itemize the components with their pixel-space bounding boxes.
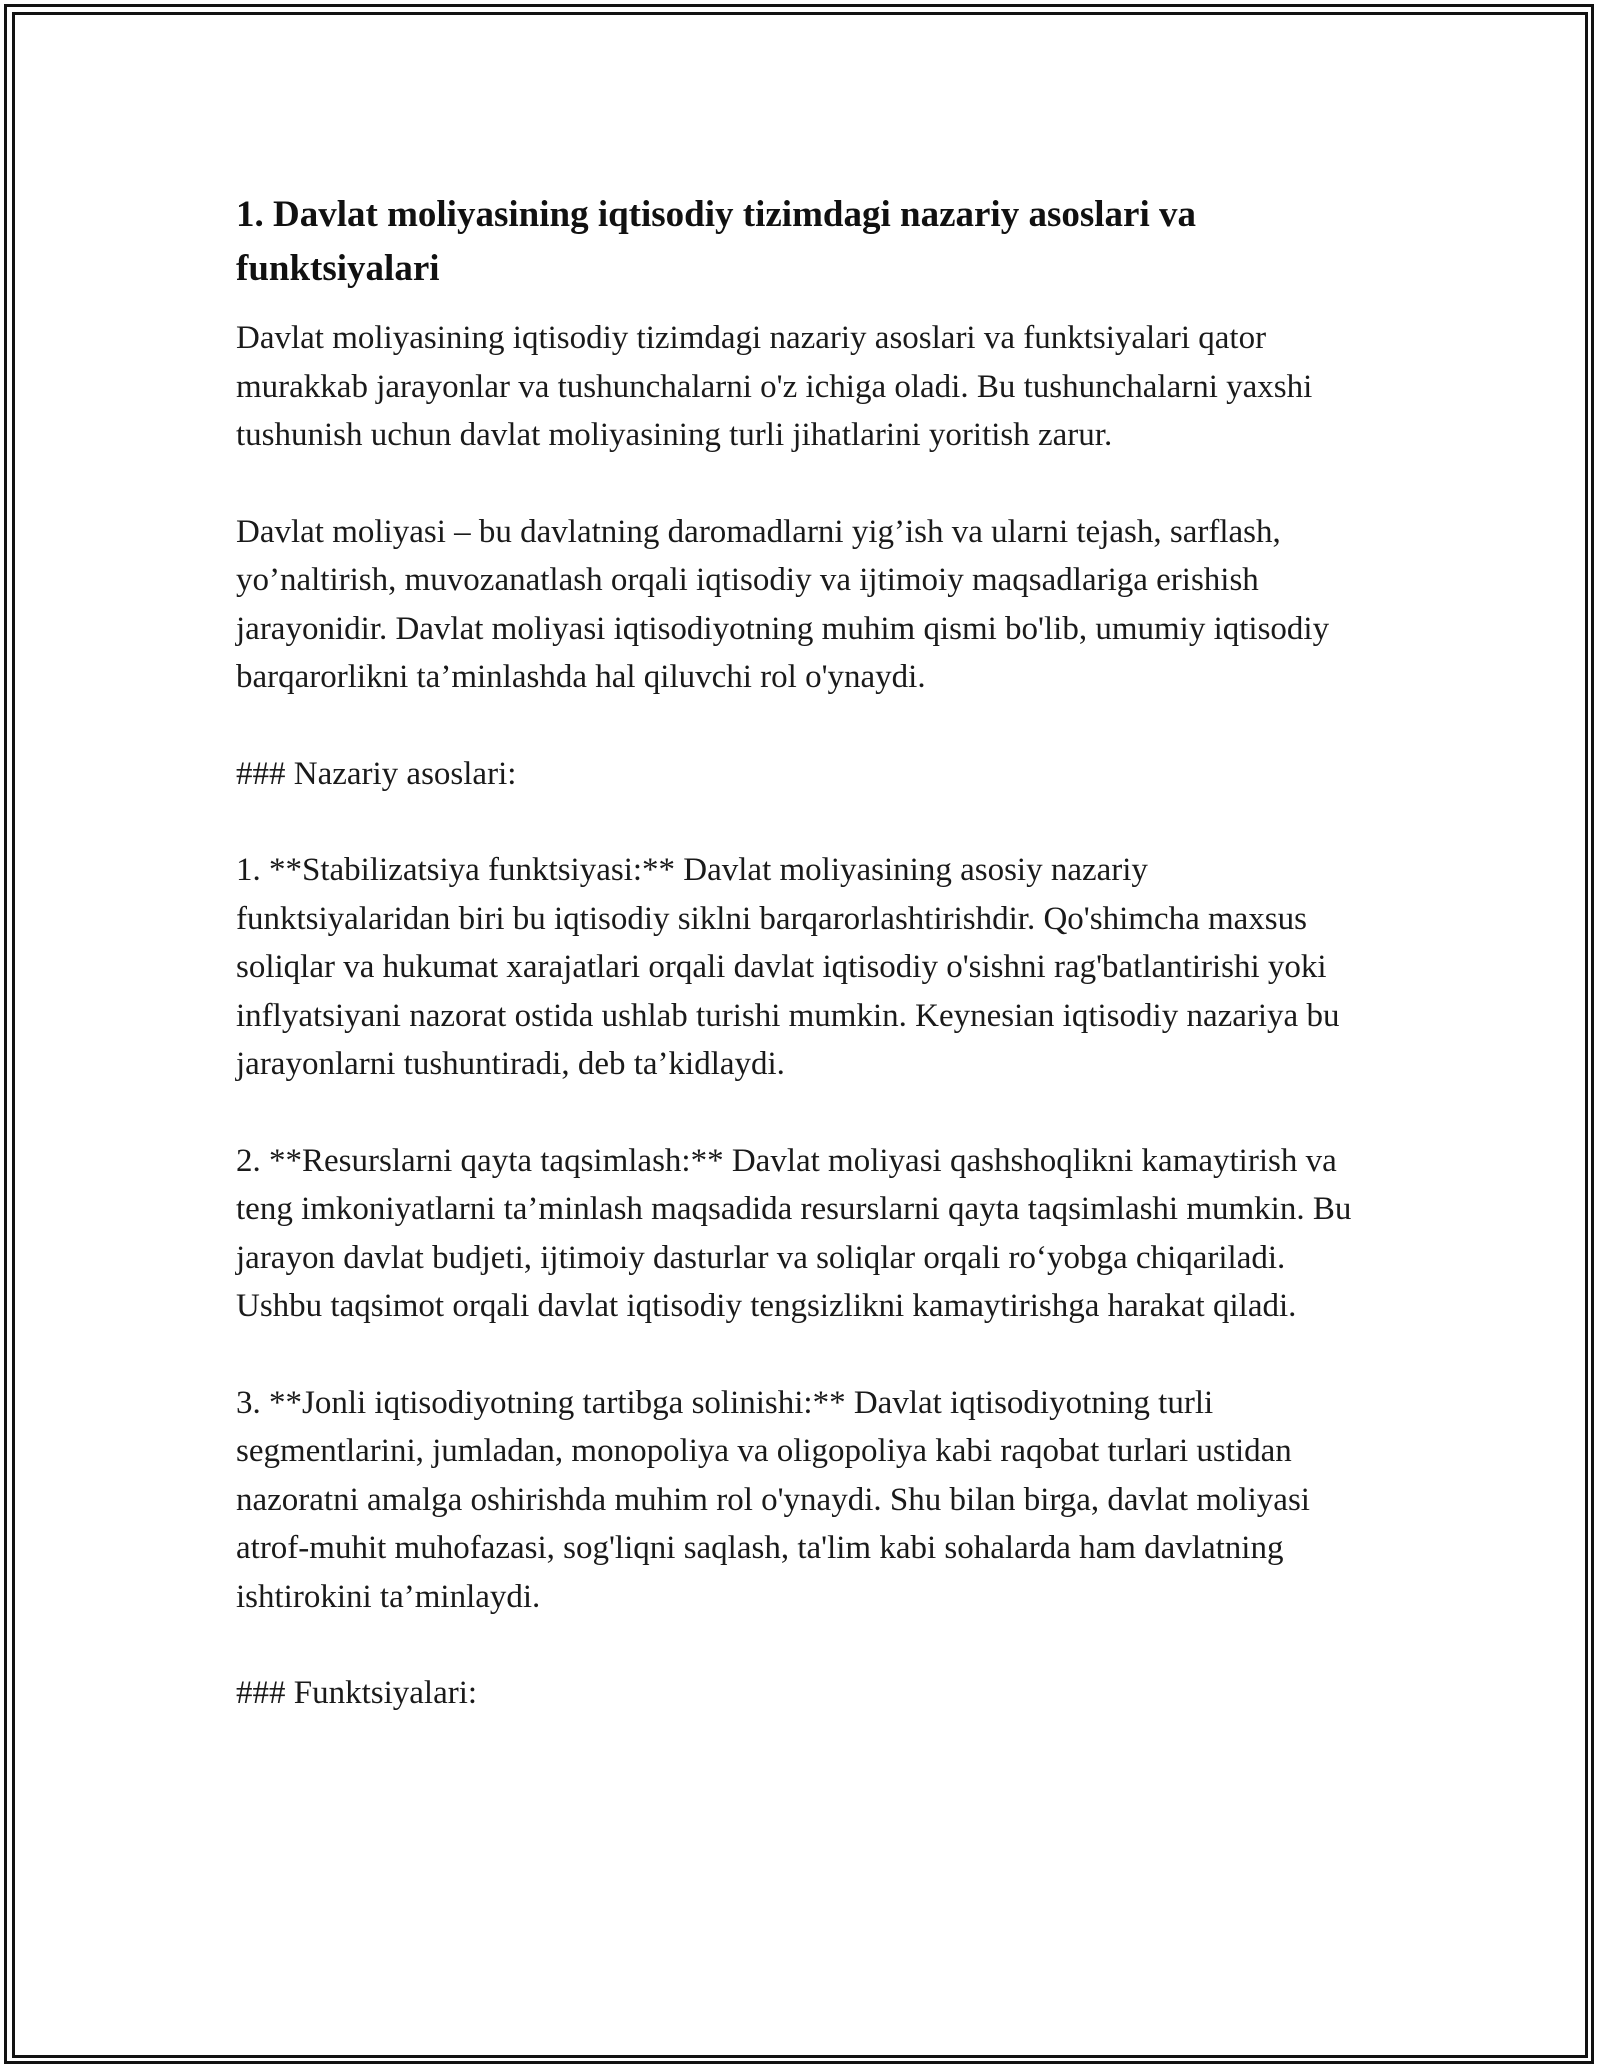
list-item-stabilizatsiya: 1. **Stabilizatsiya funktsiyasi:** Davlat moliyasining asosiy nazariy funktsiyalaridan biri bu iqtisodiy siklni barqarorlashtirishdir. Qo'shimcha maxsus soliqlar va hukumat xarajatlari orqali davlat iqtisodiy o'sishni rag'batlantirishi yoki inflyatsiyani nazorat ostida ushlab turishi mumkin. Keynesian iqtisodiy nazariya bu jarayonlarni tushuntiradi, deb ta’kidlaydi. bbox=[236, 852, 1340, 1082]
list-item-tartibga-solinishi: 3. **Jonli iqtisodiyotning tartibga solinishi:** Davlat iqtisodiyotning turli segmentlarini, jumladan, monopoliya va oligopoliya kabi raqobat turlari ustidan nazoratni amalga oshirishda muhim rol o'ynaydi. Shu bilan birga, davlat moliyasi atrof-muhit muhofazasi, sog'liqni saqlash, ta'lim kabi sohalarda ham davlatning ishtirokini ta’minlaydi. bbox=[236, 1384, 1310, 1615]
document-page bbox=[236, 188, 1366, 1718]
heading-funktsiyalari: ### Funktsiyalari: bbox=[236, 1675, 478, 1711]
document-title: 1. Davlat moliyasining iqtisodiy tizimdagi nazariy asoslari va funktsiyalari bbox=[236, 194, 1196, 289]
heading-nazariy-asoslari: ### Nazariy asoslari: bbox=[236, 755, 517, 792]
paragraph-definition: Davlat moliyasi – bu davlatning daromadlarni yig’ish va ularni tejash, sarflash, yo’naltirish, muvozanatlash orqali iqtisodiy va ijtimoiy maqsadlariga erishish jarayonidir. Davlat moliyasi iqtisodiyotning muhim qismi bo'lib, umumiy iqtisodiy barqarorlikni ta’minlashda hal qiluvchi rol o'ynaydi. bbox=[236, 513, 1330, 695]
list-item-resurslar: 2. **Resurslarni qayta taqsimlash:** Davlat moliyasi qashshoqlikni kamaytirish va teng imkoniyatlarni ta’minlash maqsadida resurslarni qayta taqsimlashi mumkin. Bu jarayon davlat budjeti, ijtimoiy dasturlar va soliqlar orqali ro‘yobga chiqariladi. Ushbu taqsimot orqali davlat iqtisodiy tengsizlikni kamaytirishga harakat qiladi. bbox=[236, 1142, 1352, 1324]
paragraph-intro: Davlat moliyasining iqtisodiy tizimdagi nazariy asoslari va funktsiyalari qator murakkab jarayonlar va tushunchalarni o'z ichiga oladi. Bu tushunchalarni yaxshi tushunish uchun davlat moliyasining turli jihatlarini yoritish zarur. bbox=[236, 320, 1313, 453]
